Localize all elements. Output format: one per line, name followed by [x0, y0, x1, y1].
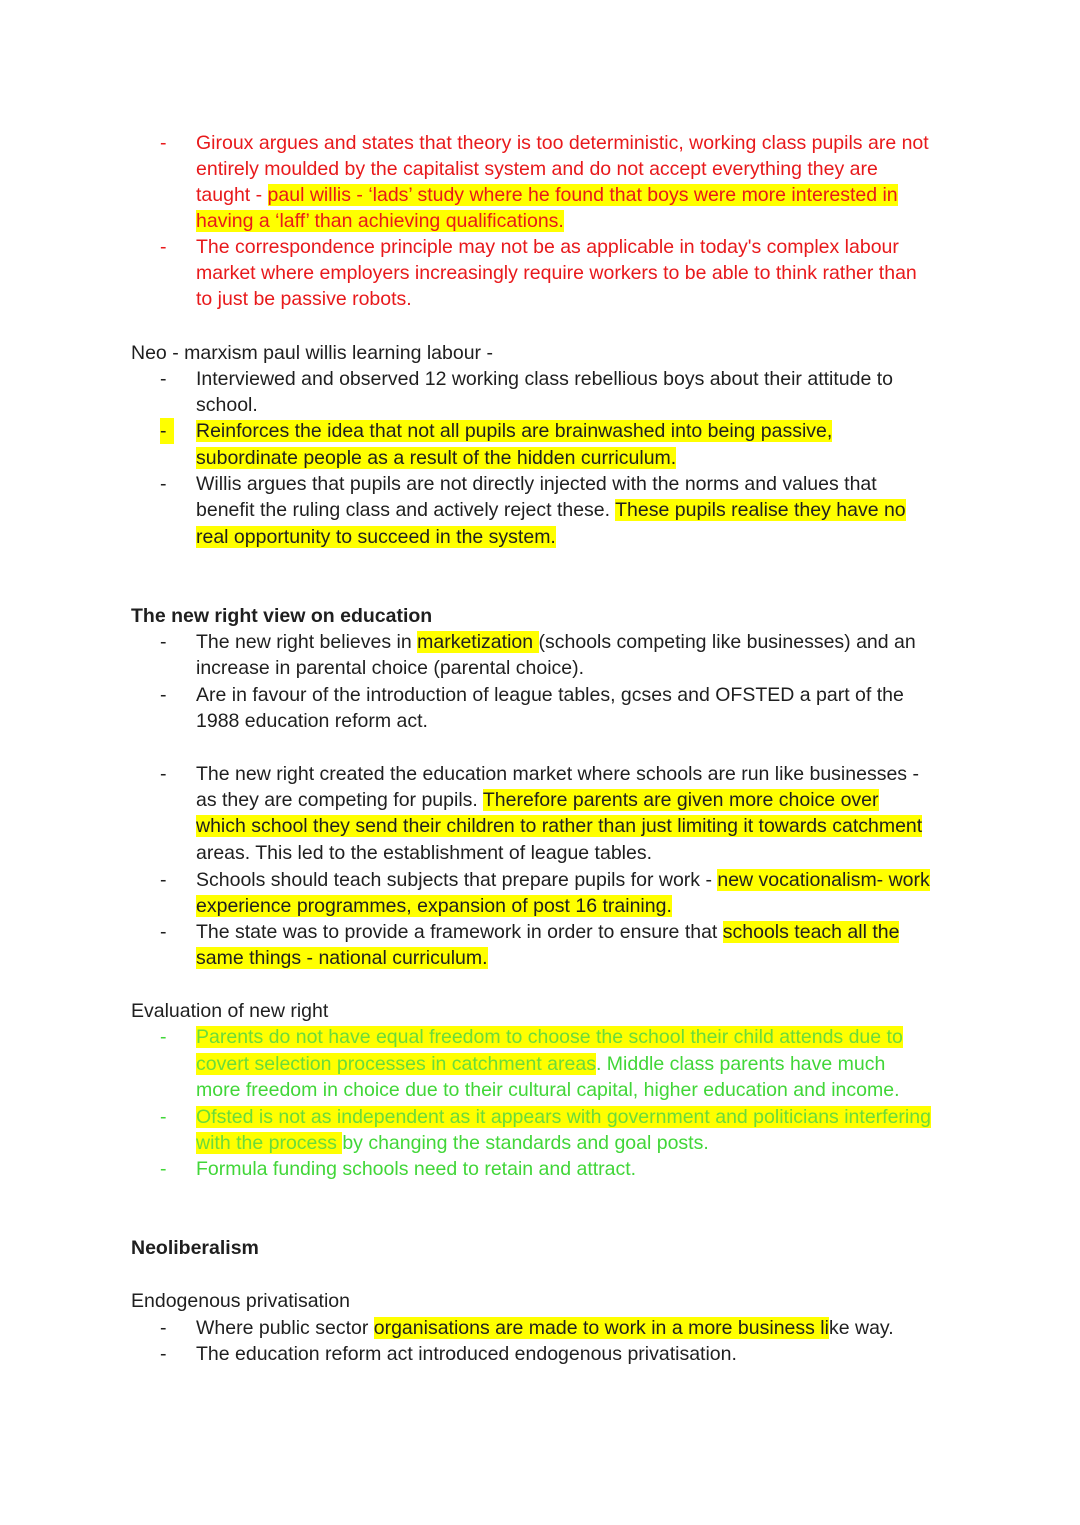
text-segment: covert selection processes in catchment areas: [196, 1053, 596, 1075]
section-heading: Neoliberalism: [131, 1237, 259, 1259]
bullet-dash: -: [160, 631, 167, 653]
text-line: [196, 1024, 903, 1050]
bullet-dash: -: [160, 1026, 167, 1048]
text-line: [196, 893, 672, 919]
text-line: [196, 156, 878, 182]
text-line: [196, 1156, 636, 1182]
text-line: [196, 1315, 894, 1341]
text-line: [196, 840, 652, 866]
text-line: [196, 1077, 900, 1103]
text-segment: taught -: [196, 184, 268, 206]
text-segment: The new right believes in: [196, 631, 418, 653]
text-segment: marketization: [417, 631, 539, 653]
text-line: [196, 366, 893, 392]
text-segment: subordinate people as a result of the hidden curriculum.: [196, 447, 677, 469]
text-segment: increase in parental choice (parental choice).: [196, 657, 585, 679]
text-line: [196, 208, 564, 234]
text-line: [196, 286, 412, 312]
text-segment: new vocationalism- work: [717, 869, 930, 891]
text-line: [196, 471, 877, 497]
bullet-dash: -: [160, 1317, 167, 1339]
text-segment: benefit the ruling class and actively reject these.: [196, 499, 616, 521]
text-line: [196, 260, 917, 286]
text-line: [196, 761, 919, 787]
text-segment: Formula funding schools need to retain and attract.: [196, 1158, 637, 1180]
text-line: [196, 392, 258, 418]
text-segment: having a ‘laff’ than achieving qualifications.: [196, 210, 564, 232]
text-segment: Reinforces the idea that not all pupils are brainwashed into being passive,: [196, 420, 833, 442]
text-segment: market where employers increasingly require workers to be able to think rather than: [196, 262, 917, 284]
section-heading: The new right view on education: [131, 605, 433, 627]
text-line: [196, 524, 556, 550]
bullet-dash: -: [160, 236, 167, 258]
text-segment: organisations are made to work in a more business li: [373, 1317, 829, 1339]
text-segment: Are in favour of the introduction of league tables, gcses and OFSTED a part of the: [196, 684, 904, 706]
bullet-dash: -: [160, 869, 167, 891]
text-line: [196, 1341, 737, 1367]
text-segment: more freedom in choice due to their cultural capital, higher education and income.: [196, 1079, 900, 1101]
text-segment: areas. This led to the establishment of league tables.: [196, 842, 653, 864]
bullet-dash: -: [160, 1343, 167, 1365]
bullet-dash: -: [160, 1158, 167, 1180]
text-segment: real opportunity to succeed in the system.: [196, 526, 556, 548]
bullet-dash: -: [160, 921, 167, 943]
section-heading: Evaluation of new right: [131, 1000, 329, 1022]
section-heading: Neo - marxism paul willis learning labour -: [131, 342, 493, 364]
text-line: [196, 182, 898, 208]
text-segment: schools teach all the: [722, 921, 900, 943]
text-segment: to just be passive robots.: [196, 288, 412, 310]
text-line: [196, 813, 922, 839]
text-segment: Schools should teach subjects that prepare pupils for work -: [196, 869, 718, 891]
text-segment: same things - national curriculum.: [196, 947, 488, 969]
text-line: [196, 1051, 885, 1077]
text-line: [196, 418, 832, 444]
text-segment: (schools competing like businesses) and an: [538, 631, 916, 653]
text-segment: paul willis - ‘lads’ study where he found that boys were more interested in: [267, 184, 898, 206]
text-segment: entirely moulded by the capitalist system and do not accept everything they are: [196, 158, 878, 180]
bullet-dash: -: [160, 684, 167, 706]
text-segment: Willis argues that pupils are not directly injected with the norms and values that: [196, 473, 877, 495]
text-line: [196, 682, 904, 708]
text-segment: Interviewed and observed 12 working class rebellious boys about their attitude to: [196, 368, 893, 390]
text-line: [196, 919, 899, 945]
text-segment: Giroux argues and states that theory is too deterministic, working class pupils are not: [196, 132, 929, 154]
text-segment: as they are competing for pupils.: [196, 789, 483, 811]
text-segment: The state was to provide a framework in order to ensure that: [196, 921, 723, 943]
text-segment: The correspondence principle may not be as applicable in today's complex labour: [196, 236, 899, 258]
text-segment: Ofsted is not as independent as it appears with government and politicians interfering: [196, 1106, 931, 1128]
text-segment: The education reform act introduced endogenous privatisation.: [196, 1343, 737, 1365]
text-segment: with the process: [196, 1132, 343, 1154]
section-subheading: Endogenous privatisation: [131, 1290, 350, 1312]
text-line: [196, 445, 676, 471]
text-segment: Therefore parents are given more choice over: [482, 789, 879, 811]
text-segment: experience programmes, expansion of post 16 training.: [196, 895, 672, 917]
text-segment: . Middle class parents have much: [595, 1053, 886, 1075]
text-segment: by changing the standards and goal posts.: [342, 1132, 709, 1154]
text-segment: Where public sector: [196, 1317, 374, 1339]
text-segment: school.: [196, 394, 258, 416]
text-segment: These pupils realise they have no: [615, 499, 906, 521]
text-line: [196, 130, 929, 156]
text-line: [196, 497, 906, 523]
text-segment: 1988 education reform act.: [196, 710, 428, 732]
text-line: [196, 1104, 931, 1130]
text-segment: ke way.: [828, 1317, 894, 1339]
bullet-dash: -: [160, 132, 167, 154]
text-line: [196, 945, 488, 971]
text-segment: The new right created the education market where schools are run like businesses -: [196, 763, 919, 785]
text-segment: Parents do not have equal freedom to choose the school their child attends due to: [196, 1026, 903, 1048]
bullet-dash: -: [160, 1106, 167, 1128]
text-segment: which school they send their children to rather than just limiting it towards catchment: [196, 815, 923, 837]
bullet-dash: -: [160, 418, 174, 444]
text-line: [196, 655, 584, 681]
bullet-dash: -: [160, 368, 167, 390]
text-line: [196, 1130, 709, 1156]
bullet-dash: -: [160, 473, 167, 495]
text-line: [196, 708, 428, 734]
text-line: [196, 629, 916, 655]
text-line: [196, 867, 930, 893]
text-line: [196, 234, 899, 260]
bullet-dash: -: [160, 763, 167, 785]
text-line: [196, 787, 879, 813]
